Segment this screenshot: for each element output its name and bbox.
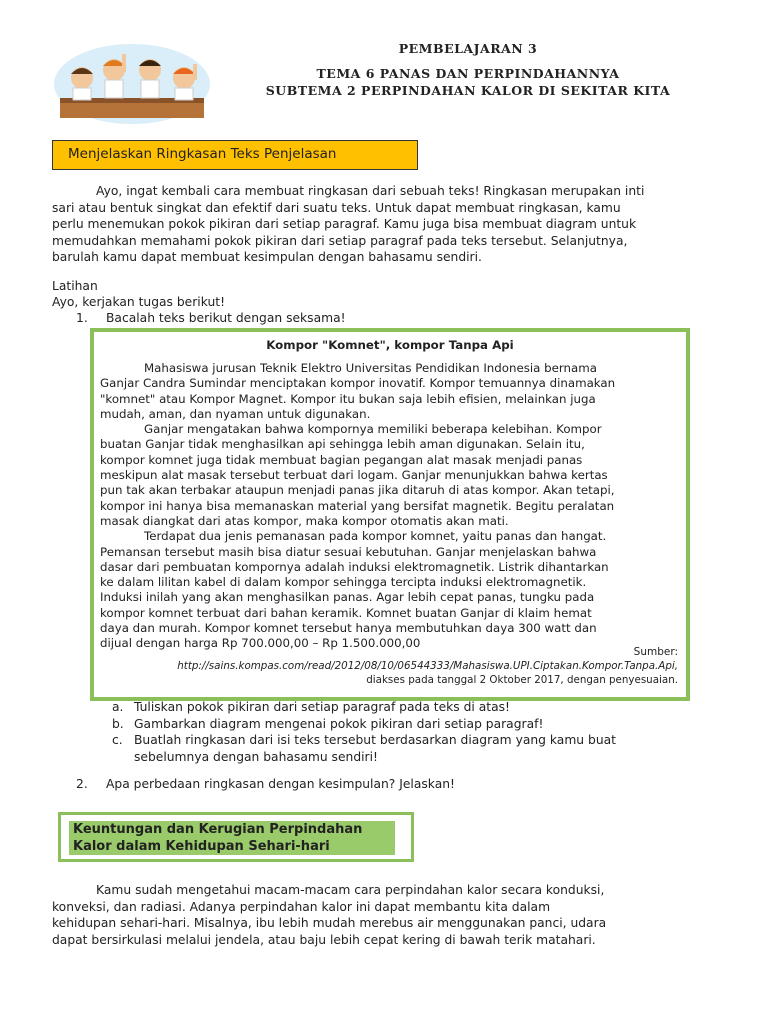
sub-question xyxy=(112,716,722,733)
banner-fill xyxy=(69,821,395,855)
article-line: ke dalam lilitan kabel di dalam kompor sehingga tercipta induksi elektromagnetik. xyxy=(100,575,587,590)
sub-question-list xyxy=(112,699,722,765)
article-line: dijual dengan harga Rp 700.000,00 – Rp 1.500.000,00 xyxy=(100,636,421,651)
article-line: "komnet" atau Kompor Magnet. Kompor itu bukan saja lebih efisien, melainkan juga xyxy=(100,391,596,406)
sub-question-letter: c. xyxy=(112,733,123,747)
article-line: buatan Ganjar tidak menghasilkan api sehingga lebih aman digunakan. Selain itu, xyxy=(100,437,585,452)
sub-question-text: sebelumnya dengan bahasamu sendiri! xyxy=(134,749,378,764)
section-title-line: Kalor dalam Kehidupan Sehari-hari xyxy=(73,839,330,854)
section-banner-keuntungan xyxy=(58,812,414,862)
section2-paragraph xyxy=(52,882,716,948)
intro-line: memudahkan memahami pokok pikiran dari setiap paragraf pada teks tersebut. Selanjutnya, xyxy=(52,233,628,248)
sub-question-text: Tuliskan pokok pikiran dari setiap paragraf pada teks di atas! xyxy=(134,700,510,714)
intro-paragraph xyxy=(52,183,716,266)
intro-line: Ayo, ingat kembali cara membuat ringkasan dari sebuah teks! Ringkasan merupakan inti xyxy=(96,184,645,198)
sub-question-text: Buatlah ringkasan dari isi teks tersebut berdasarkan diagram yang kamu buat xyxy=(134,733,616,747)
section-title-line: Keuntungan dan Kerugian Perpindahan xyxy=(73,822,363,837)
article-line: pun tak akan terbakar ataupun menjadi panas jika ditaruh di atas kompor. Akan tetapi, xyxy=(100,483,615,498)
exercise-instruction: Ayo, kerjakan tugas berikut! xyxy=(52,295,225,309)
article-line: daya dan murah. Kompor komnet tersebut hanya membutuhkan daya 300 watt dan xyxy=(100,621,597,636)
item-number: 1. xyxy=(76,311,88,325)
sub-question-letter: a. xyxy=(112,700,124,714)
article-line: mudah, aman, dan nyaman untuk digunakan. xyxy=(100,406,371,421)
article-line: dasar dari pembuatan kompornya adalah induksi elektromagnetik. Listrik dihantarkan xyxy=(100,559,609,574)
paragraph-line: Kamu sudah mengetahui macam-macam cara perpindahan kalor secara konduksi, xyxy=(96,883,605,897)
article-line: meskipun alat masak tersebut terbuat dari logam. Ganjar menunjukkan bahwa kertas xyxy=(100,468,608,483)
banner-fold xyxy=(46,145,58,175)
theme-title: TEMA 6 PANAS DAN PERPINDAHANNYA xyxy=(316,66,620,81)
article-box xyxy=(90,328,690,701)
article-line: Pemansan tersebut masih bisa diatur sesuai kebutuhan. Ganjar menjelaskan bahwa xyxy=(100,544,597,559)
article-line: Terdapat dua jenis pemanasan pada kompor komnet, yaitu panas dan hangat. xyxy=(144,529,607,544)
exercise-heading: Latihan xyxy=(52,279,98,293)
paragraph-line: dapat bersirkulasi melalui jendela, atau baju lebih cepat kering di bawah terik matahari. xyxy=(52,932,596,947)
article-line: Induksi inilah yang akan menghasilkan panas. Agar lebih cepat panas, tungku pada xyxy=(100,590,595,605)
lesson-number: PEMBELAJARAN 3 xyxy=(398,41,538,56)
item-text: Apa perbedaan ringkasan dengan kesimpulan? Jelaskan! xyxy=(106,777,455,791)
article-title: Kompor "Komnet", kompor Tanpa Api xyxy=(266,338,514,352)
intro-line: barulah kamu dapat membuat kesimpulan dengan bahasamu sendiri. xyxy=(52,250,482,264)
article-body xyxy=(100,361,683,652)
sub-question-text: Gambarkan diagram mengenai pokok pikiran dari setiap paragraf! xyxy=(134,716,544,731)
source-label: Sumber: xyxy=(633,646,678,658)
item-number: 2. xyxy=(76,777,88,791)
subtheme-title: SUBTEMA 2 PERPINDAHAN KALOR DI SEKITAR KITA xyxy=(265,83,671,98)
article-line: kompor ini hanya bisa memanaskan material yang bersifat magnetik. Begitu peralatan xyxy=(100,498,615,513)
article-line: masak diangkat dari atas kompor, maka kompor otomatis akan mati. xyxy=(100,513,509,528)
source-url: http://sains.kompas.com/read/2012/08/10/06544333/Mahasiswa.UPI.Ciptakan.Kompor.Tanpa.Api, xyxy=(177,660,678,672)
article-line: kompor komnet juga tidak membuat bagian pegangan alat masak menjadi panas xyxy=(100,452,583,467)
intro-line: sari atau bentuk singkat dan efektif dari suatu teks. Untuk dapat membuat ringkasan, kamu xyxy=(52,200,621,215)
sub-question-letter: b. xyxy=(112,716,124,731)
sub-question xyxy=(112,699,722,716)
paragraph-line: kehidupan sehari-hari. Misalnya, ibu lebih mudah merebus air menggunakan panci, udara xyxy=(52,916,607,930)
classroom-children-illustration xyxy=(52,40,212,126)
section-title: Menjelaskan Ringkasan Teks Penjelasan xyxy=(68,146,337,162)
article-line: Ganjar mengatakan bahwa kompornya memiliki beberapa kelebihan. Kompor xyxy=(144,422,602,437)
item-text: Bacalah teks berikut dengan seksama! xyxy=(106,311,346,325)
sub-question xyxy=(112,732,722,765)
article-line: Ganjar Candra Sumindar menciptakan kompor inovatif. Kompor temuannya dinamakan xyxy=(100,376,616,391)
section-banner-ringkasan xyxy=(52,140,418,170)
article-line: Mahasiswa jurusan Teknik Elektro Universitas Pendidikan Indonesia bernama xyxy=(144,361,597,375)
paragraph-line: konveksi, dan radiasi. Adanya perpindahan kalor ini dapat membantu kita dalam xyxy=(52,899,551,914)
article-line: kompor komnet terbuat dari bahan keramik. Komnet buatan Ganjar di klaim hemat xyxy=(100,605,592,620)
intro-line: perlu menemukan pokok pikiran dari setiap paragraf. Kamu juga bisa membuat diagram untuk xyxy=(52,217,637,231)
source-note: diakses pada tanggal 2 Oktober 2017, dengan penyesuaian. xyxy=(366,674,678,686)
